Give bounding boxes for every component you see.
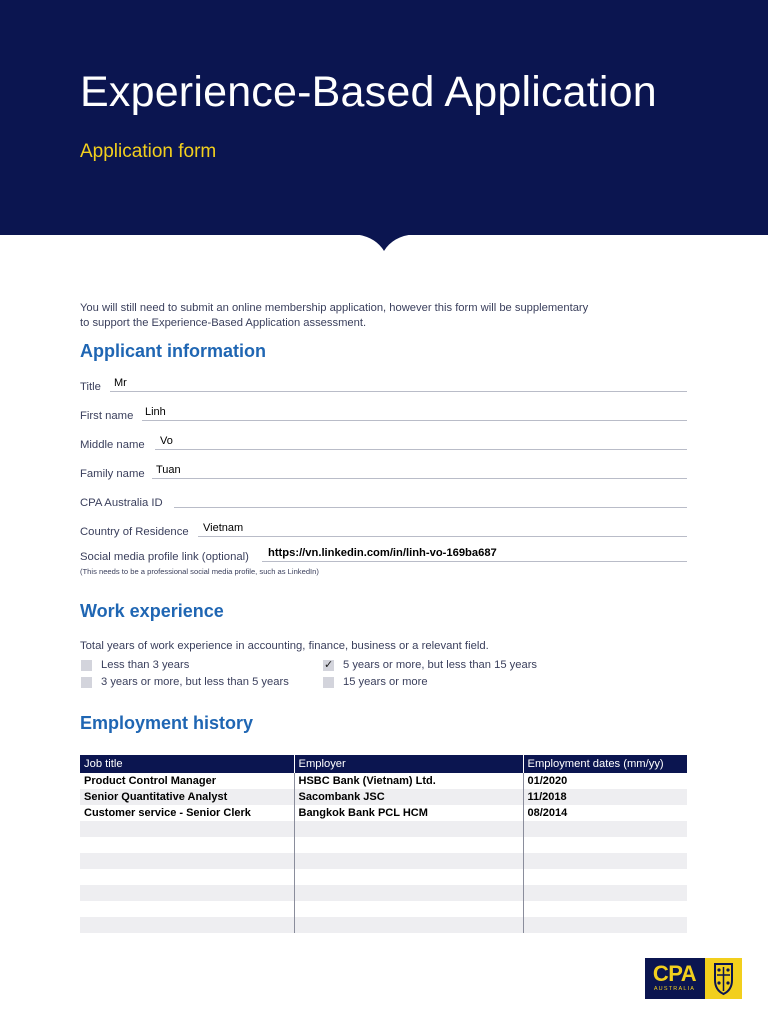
option-label: 5 years or more, but less than 15 years <box>343 659 538 671</box>
employer-cell[interactable] <box>294 901 523 917</box>
option-label: 15 years or more <box>343 676 428 688</box>
social-link-label: Social media profile link (optional) <box>80 551 249 563</box>
table-row <box>80 821 687 837</box>
middle-name-label: Middle name <box>80 439 145 451</box>
table-row <box>80 901 687 917</box>
dates-cell[interactable]: 08/2014 <box>523 805 687 821</box>
table-row <box>80 869 687 885</box>
employer-cell[interactable] <box>294 821 523 837</box>
table-header-row <box>80 755 687 773</box>
social-link-field[interactable] <box>80 537 687 563</box>
job-title-cell[interactable]: Senior Quantitative Analyst <box>80 789 294 805</box>
check-mark-icon: ✓ <box>324 659 334 671</box>
social-link-note: (This needs to be a professional social media profile, such as LinkedIn) <box>80 567 319 576</box>
job-title-cell[interactable] <box>80 869 294 885</box>
checkbox[interactable] <box>323 660 334 671</box>
table-row <box>80 773 687 789</box>
table-row <box>80 837 687 853</box>
employer-cell[interactable]: HSBC Bank (Vietnam) Ltd. <box>294 773 523 789</box>
dates-cell[interactable]: 01/2020 <box>523 773 687 789</box>
title-field[interactable] <box>80 367 687 393</box>
intro-line-2: to support the Experience-Based Application assessment. <box>80 317 367 329</box>
job-title-cell[interactable] <box>80 821 294 837</box>
middle-name-underline <box>155 449 687 450</box>
country-field[interactable] <box>80 512 687 538</box>
employer-cell[interactable] <box>294 837 523 853</box>
dates-cell[interactable] <box>523 901 687 917</box>
employer-cell[interactable]: Bangkok Bank PCL HCM <box>294 805 523 821</box>
document-subtitle: Application form <box>80 141 217 162</box>
experience-question: Total years of work experience in accounting, finance, business or a relevant field. <box>80 640 489 652</box>
family-name-value[interactable]: Tuan <box>156 464 181 476</box>
job-title-cell[interactable] <box>80 917 294 933</box>
dates-cell[interactable] <box>523 917 687 933</box>
intro-text <box>80 301 640 331</box>
country-label: Country of Residence <box>80 526 189 538</box>
dates-cell[interactable] <box>523 837 687 853</box>
employment-table <box>80 755 687 933</box>
table-row <box>80 917 687 933</box>
first-name-value[interactable]: Linh <box>145 406 166 418</box>
middle-name-field[interactable] <box>80 425 687 451</box>
checkbox[interactable] <box>81 677 92 688</box>
column-header-job-title: Job title <box>80 755 294 773</box>
table-row <box>80 805 687 821</box>
applicant-info-heading: Applicant information <box>80 341 266 361</box>
dates-cell[interactable]: 11/2018 <box>523 789 687 805</box>
checkbox[interactable] <box>81 660 92 671</box>
work-experience-heading: Work experience <box>80 601 224 621</box>
header-band <box>0 0 768 235</box>
option-label: 3 years or more, but less than 5 years <box>101 676 289 688</box>
cpa-id-field[interactable] <box>80 483 687 509</box>
document-title: Experience-Based Application <box>80 68 657 116</box>
employer-cell[interactable] <box>294 885 523 901</box>
employer-cell[interactable]: Sacombank JSC <box>294 789 523 805</box>
dates-cell[interactable] <box>523 853 687 869</box>
title-underline <box>110 391 687 392</box>
cpa-id-label: CPA Australia ID <box>80 497 163 509</box>
table-row <box>80 853 687 869</box>
table-row <box>80 789 687 805</box>
family-name-field[interactable] <box>80 454 687 480</box>
checkbox[interactable] <box>323 677 334 688</box>
job-title-cell[interactable]: Customer service - Senior Clerk <box>84 807 251 819</box>
intro-line-1: You will still need to submit an online membership application, however this form will be supplementary <box>80 302 589 314</box>
middle-name-value[interactable]: Vo <box>160 435 173 447</box>
social-link-underline <box>262 561 687 562</box>
cpa-id-underline <box>174 507 687 508</box>
first-name-label: First name <box>80 410 134 422</box>
table-row <box>80 885 687 901</box>
title-label: Title <box>80 381 101 393</box>
column-header-dates: Employment dates (mm/yy) <box>523 755 687 773</box>
employer-cell[interactable] <box>294 869 523 885</box>
header-notch-icon <box>353 234 415 252</box>
employment-history-heading: Employment history <box>80 713 254 733</box>
column-header-employer: Employer <box>294 755 523 773</box>
dates-cell[interactable] <box>523 885 687 901</box>
job-title-cell[interactable] <box>80 885 294 901</box>
logo-subtext: AUSTRALIA <box>653 986 696 992</box>
job-title-cell[interactable]: Product Control Manager <box>84 775 217 787</box>
job-title-cell[interactable] <box>80 901 294 917</box>
dates-cell[interactable] <box>523 869 687 885</box>
employer-cell[interactable] <box>294 853 523 869</box>
first-name-underline <box>142 420 687 421</box>
job-title-cell[interactable] <box>80 837 294 853</box>
crest-icon <box>705 958 742 999</box>
job-title-cell[interactable] <box>80 853 294 869</box>
logo-name: CPA <box>652 961 697 986</box>
social-link-value[interactable]: https://vn.linkedin.com/in/linh-vo-169ba687 <box>268 547 497 559</box>
family-name-underline <box>152 478 687 479</box>
title-value[interactable]: Mr <box>114 377 127 389</box>
dates-cell[interactable] <box>523 821 687 837</box>
employer-cell[interactable] <box>294 917 523 933</box>
option-label: Less than 3 years <box>101 659 190 671</box>
cpa-australia-logo <box>645 958 742 999</box>
family-name-label: Family name <box>80 468 145 480</box>
first-name-field[interactable] <box>80 396 687 422</box>
country-value[interactable]: Vietnam <box>203 522 244 534</box>
